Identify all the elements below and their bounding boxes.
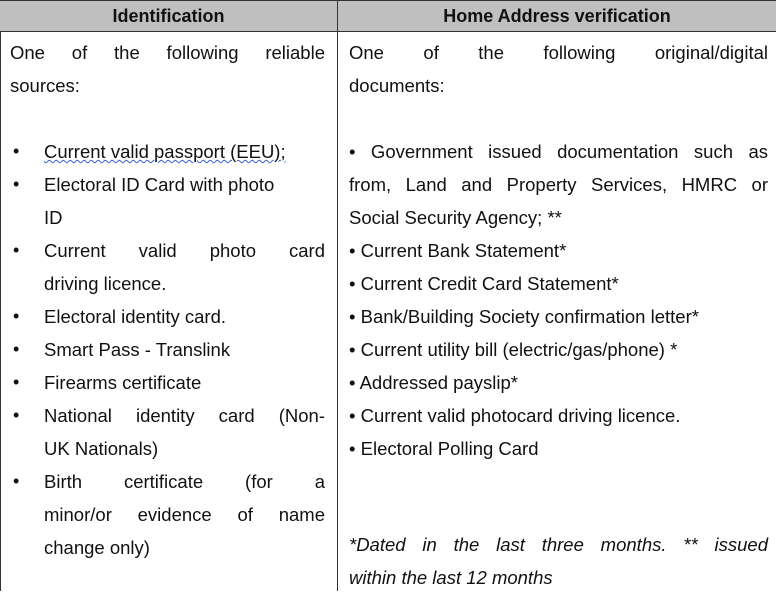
list-item <box>10 234 325 300</box>
identification-intro-line-2: sources: <box>10 75 80 96</box>
list-item-text: Smart Pass - Translink <box>44 339 231 360</box>
list-item-text-cont: from, Land and Property Services, HMRC or <box>349 174 768 195</box>
list-item-text: • Current valid photocard driving licence. <box>349 405 681 426</box>
list-item <box>349 234 768 267</box>
list-item <box>10 300 325 333</box>
list-item <box>349 300 768 333</box>
bullet-icon: • <box>13 174 20 194</box>
list-item-text: • Current utility bill (electric/gas/phone) * <box>349 339 678 360</box>
list-item-text: Current valid photo card <box>44 240 325 261</box>
list-item <box>349 366 768 399</box>
list-item <box>10 366 325 399</box>
list-item <box>349 267 768 300</box>
list-item-text: • Current Bank Statement* <box>349 240 567 261</box>
list-item-text: • Government issued documentation such as <box>349 141 768 162</box>
column-divider <box>337 0 338 591</box>
list-item-text: Current valid passport (EEU); <box>44 141 286 162</box>
identification-cell <box>10 36 325 564</box>
list-item <box>10 399 325 465</box>
list-item-text-cont: UK Nationals) <box>44 438 159 459</box>
identification-list <box>10 135 325 564</box>
list-item <box>10 135 325 168</box>
identification-intro <box>10 36 325 102</box>
list-item <box>10 333 325 366</box>
footnote-line-2: within the last 12 months <box>349 567 553 588</box>
bullet-icon: • <box>13 405 20 425</box>
list-item <box>349 135 768 234</box>
list-item <box>349 432 768 465</box>
bullet-icon: • <box>13 471 20 491</box>
list-item <box>10 465 325 564</box>
list-item-text-cont: driving licence. <box>44 273 167 294</box>
list-item-text: • Current Credit Card Statement* <box>349 273 619 294</box>
bullet-icon: • <box>13 339 20 359</box>
address-intro-line-1: One of the following original/digital <box>349 42 768 63</box>
header-home-address-verification: Home Address verification <box>443 6 671 26</box>
list-item-text: National identity card (Non- <box>44 405 325 426</box>
bullet-icon: • <box>13 372 20 392</box>
footnote-line-1: *Dated in the last three months. ** issued <box>349 534 768 555</box>
list-item-text-cont: change only) <box>44 537 150 558</box>
list-item <box>10 168 325 234</box>
home-address-cell <box>349 36 768 465</box>
bullet-icon: • <box>13 306 20 326</box>
list-item-text: Electoral identity card. <box>44 306 227 327</box>
address-document-list <box>349 135 768 465</box>
table-left-border <box>0 0 1 591</box>
list-item-text-cont: minor/or evidence of name <box>44 504 325 525</box>
list-item-text: • Electoral Polling Card <box>349 438 539 459</box>
list-item-text-cont: Social Security Agency; ** <box>349 207 562 228</box>
identification-intro-line-1: One of the following reliable <box>10 42 325 63</box>
bullet-icon: • <box>13 240 20 260</box>
bullet-icon: • <box>13 141 20 161</box>
table-header-row <box>0 0 776 32</box>
header-identification: Identification <box>112 6 225 26</box>
list-item-text: Birth certificate (for a <box>44 471 325 492</box>
list-item <box>349 333 768 366</box>
list-item-text: Firearms certificate <box>44 372 202 393</box>
list-item <box>349 399 768 432</box>
list-item-text: • Addressed payslip* <box>349 372 518 393</box>
list-item-text: • Bank/Building Society confirmation letter* <box>349 306 699 327</box>
address-intro-line-2: documents: <box>349 75 445 96</box>
list-item-text-cont: ID <box>44 207 63 228</box>
footnote <box>349 528 768 594</box>
list-item-text: Electoral ID Card with photo <box>44 174 275 195</box>
